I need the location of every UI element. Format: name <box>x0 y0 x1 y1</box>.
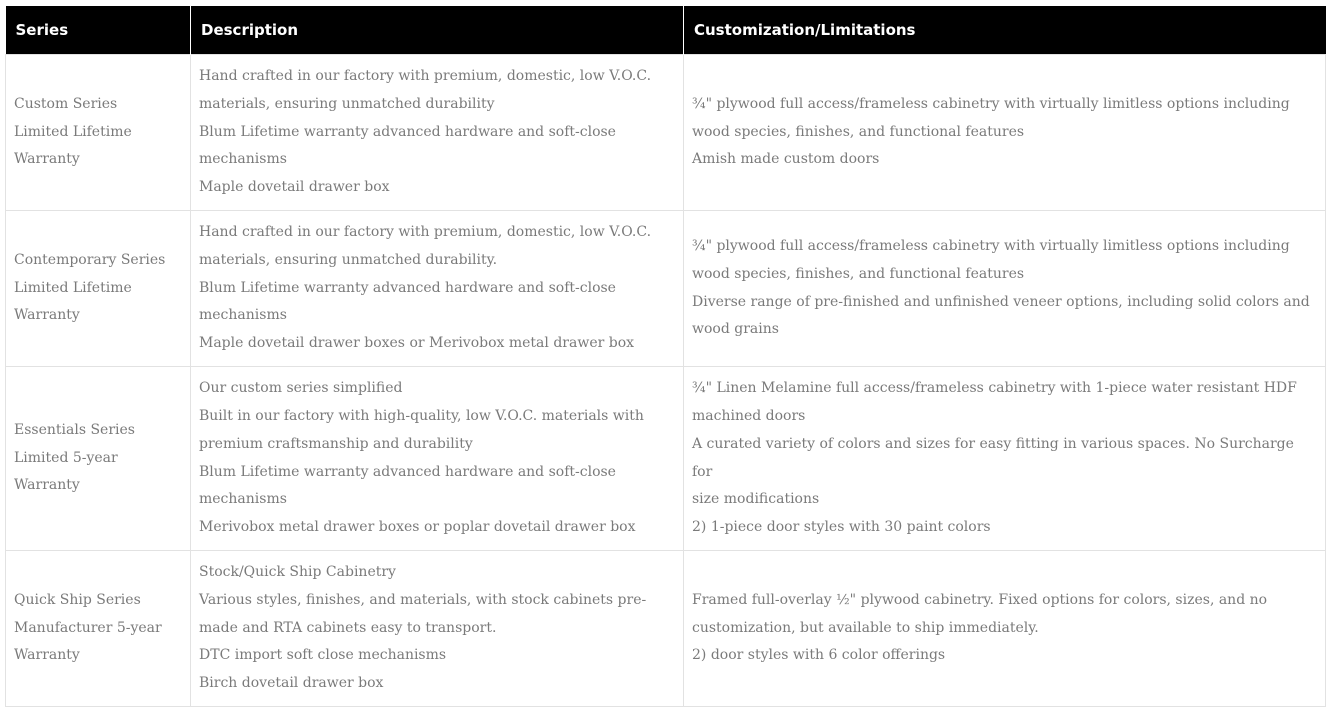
cell-line: Built in our factory with high-quality, low V.O.C. materials with <box>199 407 644 424</box>
cell-line: Maple dovetail drawer boxes or Merivobox metal drawer box <box>199 335 635 352</box>
description-cell <box>191 367 684 551</box>
cell-line: Amish made custom doors <box>692 151 880 168</box>
cell-line: size modifications <box>692 491 820 508</box>
cell-line: Blum Lifetime warranty advanced hardware and soft-close <box>199 123 616 140</box>
table-row <box>6 55 1326 211</box>
table-row <box>6 211 1326 367</box>
table-header <box>6 6 1326 55</box>
cell-line: wood species, finishes, and functional features <box>692 123 1025 140</box>
cell-line: Warranty <box>14 647 80 664</box>
cell-line: Manufacturer 5-year <box>14 619 162 636</box>
cell-line: Limited Lifetime <box>14 279 132 296</box>
cell-line: DTC import soft close mechanisms <box>199 647 447 664</box>
cell-line: Blum Lifetime warranty advanced hardware and soft-close <box>199 279 616 296</box>
cell-line: customization, but available to ship immediately. <box>692 619 1039 636</box>
cell-line: Quick Ship Series <box>14 591 141 608</box>
cell-line: ¾" plywood full access/frameless cabinetry with virtually limitless options including <box>692 237 1290 254</box>
customization-cell <box>684 367 1326 551</box>
series-cell <box>6 211 191 367</box>
cell-line: Framed full-overlay ½" plywood cabinetry. Fixed options for colors, sizes, and no <box>692 591 1268 608</box>
cell-line: materials, ensuring unmatched durability <box>199 95 495 112</box>
description-cell <box>191 211 684 367</box>
cell-line: Blum Lifetime warranty advanced hardware and soft-close <box>199 463 616 480</box>
cell-line: Maple dovetail drawer box <box>199 179 390 196</box>
cell-line: wood species, finishes, and functional features <box>692 265 1025 282</box>
cell-line: Limited Lifetime <box>14 123 132 140</box>
cell-line: Hand crafted in our factory with premium, domestic, low V.O.C. <box>199 68 652 84</box>
cell-line: made and RTA cabinets easy to transport. <box>199 619 497 636</box>
cell-line: mechanisms <box>199 491 287 508</box>
cell-line: Warranty <box>14 477 80 494</box>
cell-line: wood grains <box>692 321 779 338</box>
cell-line: 2) 1-piece door styles with 30 paint colors <box>692 519 991 536</box>
cell-line: Warranty <box>14 307 80 324</box>
cell-line: Our custom series simplified <box>199 380 403 397</box>
cell-line: 2) door styles with 6 color offerings <box>692 647 946 664</box>
comparison-table-wrapper <box>5 6 1325 707</box>
cell-line: A curated variety of colors and sizes for easy fitting in various spaces. No Surcharge for <box>692 435 1294 480</box>
cell-line: Limited 5-year <box>14 449 118 466</box>
series-cell <box>6 55 191 211</box>
cell-line: machined doors <box>692 407 806 424</box>
cell-line: mechanisms <box>199 151 287 168</box>
cell-line: Diverse range of pre-finished and unfinished veneer options, including solid colors and <box>692 293 1310 310</box>
cell-line: Stock/Quick Ship Cabinetry <box>199 564 396 580</box>
cell-line: Various styles, finishes, and materials, with stock cabinets pre- <box>199 591 647 608</box>
cell-line: Hand crafted in our factory with premium, domestic, low V.O.C. <box>199 224 652 240</box>
cell-line: Merivobox metal drawer boxes or poplar dovetail drawer box <box>199 519 636 536</box>
customization-cell <box>684 211 1326 367</box>
cell-line: Birch dovetail drawer box <box>199 675 384 692</box>
cell-line: materials, ensuring unmatched durability. <box>199 251 498 268</box>
table-row <box>6 551 1326 707</box>
header-customization: Customization/Limitations <box>684 6 1326 55</box>
cell-line: Contemporary Series <box>14 251 166 268</box>
series-comparison-table <box>5 6 1326 707</box>
description-cell <box>191 551 684 707</box>
cell-line: ¾" Linen Melamine full access/frameless cabinetry with 1-piece water resistant HDF <box>692 380 1297 397</box>
customization-cell <box>684 55 1326 211</box>
table-body <box>6 55 1326 707</box>
cell-line: Warranty <box>14 151 80 168</box>
cell-line: Essentials Series <box>14 421 135 438</box>
cell-line: mechanisms <box>199 307 287 324</box>
cell-line: Custom Series <box>14 95 118 112</box>
header-series: Series <box>6 6 191 55</box>
cell-line: premium craftsmanship and durability <box>199 435 473 452</box>
header-row <box>6 6 1326 55</box>
table-row <box>6 367 1326 551</box>
customization-cell <box>684 551 1326 707</box>
series-cell <box>6 551 191 707</box>
series-cell <box>6 367 191 551</box>
header-description: Description <box>191 6 684 55</box>
description-cell <box>191 55 684 211</box>
cell-line: ¾" plywood full access/frameless cabinetry with virtually limitless options including <box>692 95 1290 112</box>
